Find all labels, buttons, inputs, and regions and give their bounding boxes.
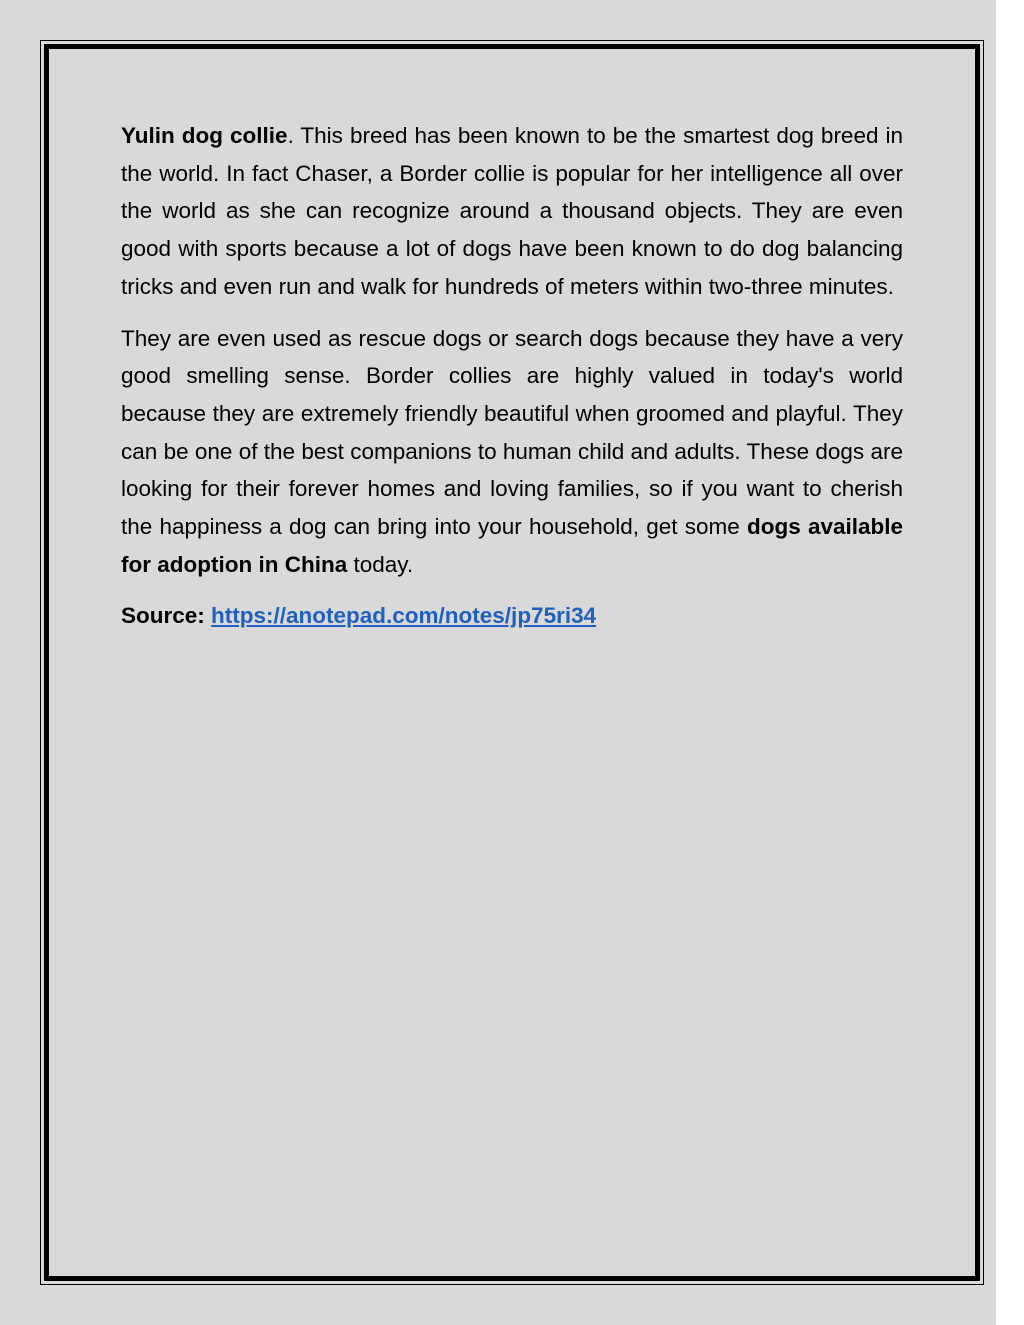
paragraph-breed-intro — [121, 117, 903, 306]
breed-name-bold: Yulin dog collie — [121, 123, 288, 148]
adoption-phrase-bold: dogs available for adoption in China — [121, 514, 904, 577]
source-label: Source: — [121, 603, 205, 629]
paragraph-2-ending: today. — [347, 551, 414, 577]
document-body — [121, 117, 903, 635]
source-line — [121, 597, 903, 635]
paragraph-2-text: They are even used as rescue dogs or search dogs because they have a very good smelling sense. Border collies are highly valued in today's world because they are extremely friendly beautiful when groomed and playful. They can be one of the best companions to human child and adults. These dogs are looking for their forever homes and loving families, so if you want to cherish the happiness a dog can bring into your household, get some — [121, 325, 903, 540]
paragraph-1-text: . This breed has been known to be the smartest dog breed in the world. In fact Chaser, a Border collie is popular for her intelligence all over the world as she can recognize around a thousand objects. They are even good with sports because a lot of dogs have been known to do dog balancing tricks and even run and walk for hundreds of meters within two-three minutes. — [121, 123, 904, 299]
source-link[interactable]: https://anotepad.com/notes/jp75ri34 — [211, 603, 597, 629]
paragraph-rescue-adoption — [121, 320, 903, 584]
